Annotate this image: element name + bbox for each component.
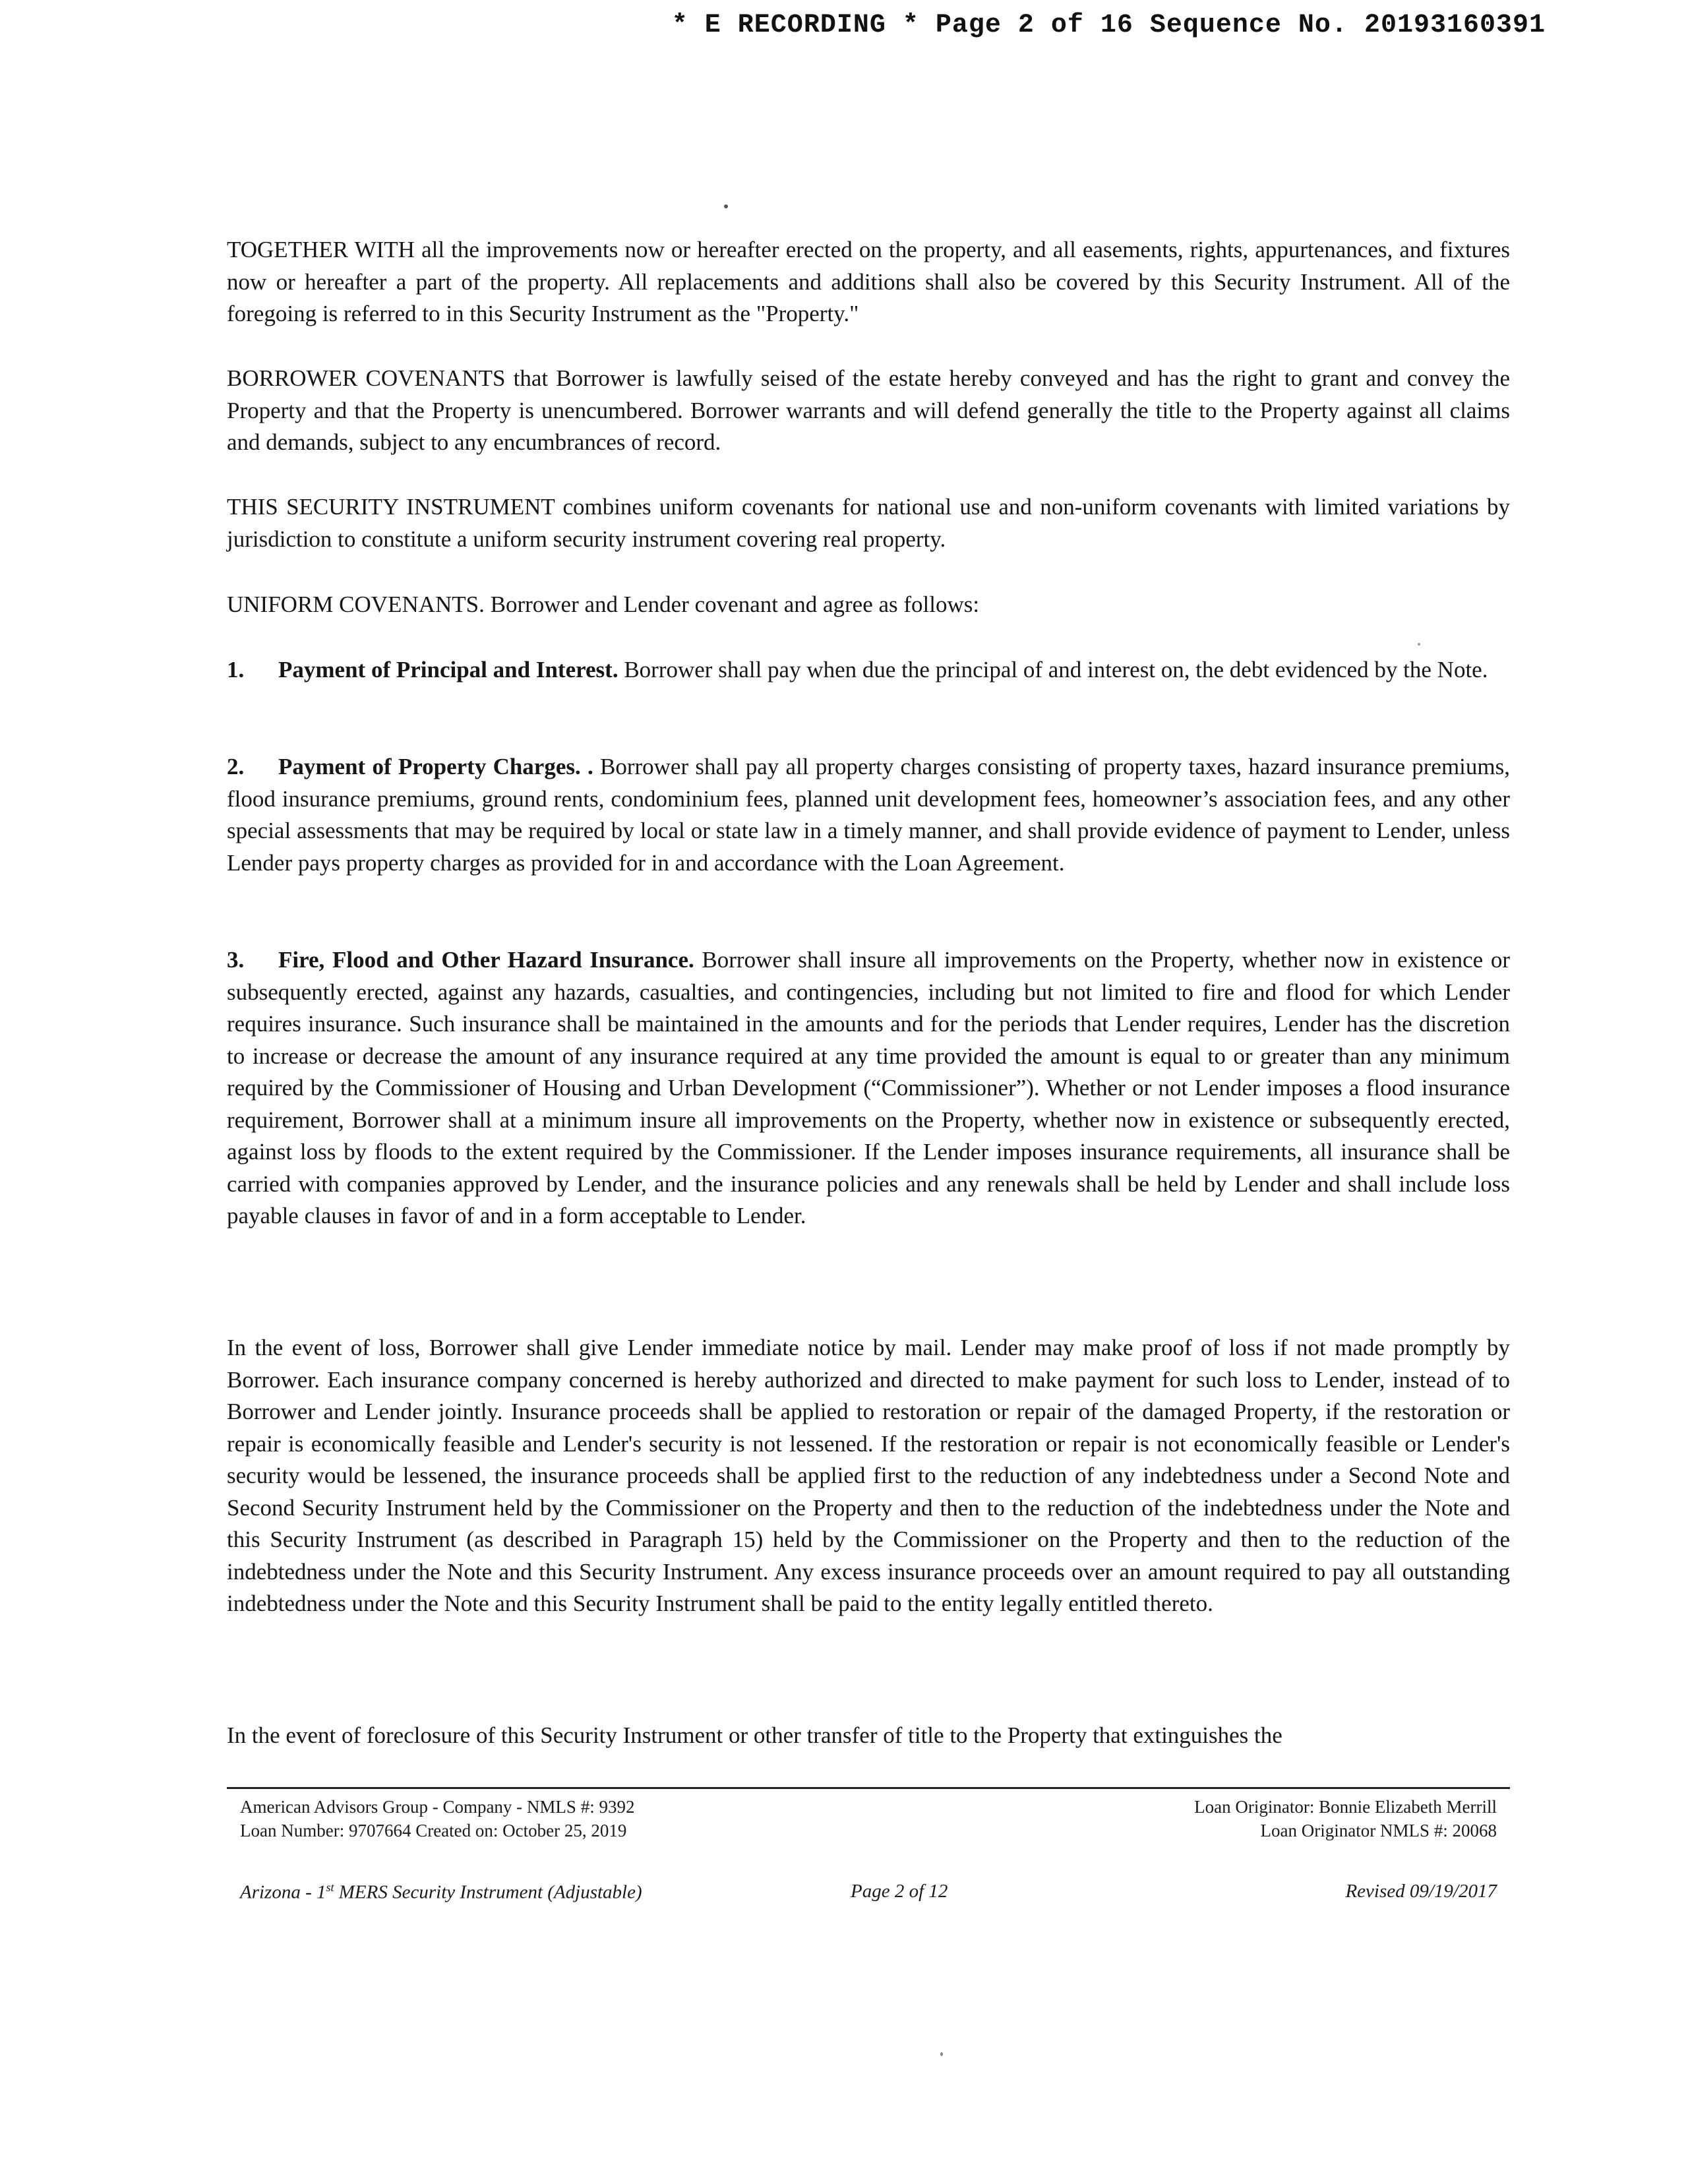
paragraph-event-of-loss: In the event of loss, Borrower shall give Lender immediate notice by mail. Lender may make proof of loss if not made promptly by Borrower. Each insurance company concerned is hereby authorized and directed to make payment for such loss to Lender, instead of to Borrower and Lender jointly. Insurance proceeds shall be applied to restoration or repair of the damaged Property, if the restoration or repair is economically feasible and Lender's security is not lessened. If the restoration or repair is not economically feasible or Lender's security would be lessened, the insurance proceeds shall be applied first to the reduction of any indebtedness under a Second Note and Second Security Instrument held by the Commissioner on the Property and then to the reduction of the indebtedness under the Note and this Security Instrument (as described in Paragraph 15) held by the Commissioner on the Property and then to the reduction of the indebtedness under the Note and this Security Instrument. Any excess insurance proceeds over an amount required to pay all outstanding indebtedness under the Note and this Security Instrument shall be paid to the entity legally entitled thereto. [227, 1335, 1510, 1616]
paragraph-together-with: TOGETHER WITH all the improvements now or hereafter erected on the property, and all easements, rights, appurtenances, and fixtures now or hereafter a part of the property. All replacements and additions shall also be covered by this Security Instrument. All of the foregoing is referred to in this Security Instrument as the "Property." [227, 237, 1510, 326]
footer-page-number: Page 2 of 12 [851, 1881, 948, 1902]
section-2-heading: Payment of Property Charges. . [278, 754, 593, 779]
paragraph-security-instrument: THIS SECURITY INSTRUMENT combines uniform covenants for national use and non-uniform covenants with limited variations by jurisdiction to constitute a uniform security instrument covering real property. [227, 494, 1510, 552]
scan-speck [1418, 643, 1420, 646]
footer-form-name-post: MERS Security Instrument (Adjustable) [334, 1881, 642, 1903]
section-2-number: 2. [227, 754, 245, 779]
scan-speck [724, 204, 728, 208]
paragraph-uniform-covenants: UNIFORM COVENANTS. Borrower and Lender covenant and agree as follows: [227, 592, 980, 617]
footer-form-name [240, 1881, 642, 1904]
section-1-number: 1. [227, 657, 245, 682]
section-2-body: Borrower shall pay all property charges consisting of property taxes, hazard insurance premiums, flood insurance premiums, ground rents, condominium fees, planned unit development fees, homeowner’s association fees, and any other special assessments that may be required by local or state law in a timely manner, and shall provide evidence of payment to Lender, unless Lender pays property charges as provided for in and accordance with the Loan Agreement. [227, 754, 1510, 876]
footer-originator: Loan Originator: Bonnie Elizabeth Merrill [1194, 1797, 1497, 1817]
section-3-body: Borrower shall insure all improvements on the Property, whether now in existence or subsequently erected, against any hazards, casualties, and contingencies, including but not limited to fire and flood for which Lender requires insurance. Such insurance shall be maintained in the amounts and for the periods that Lender requires, Lender has the discretion to increase or decrease the amount of any insurance required at any time provided the amount is equal to or greater than any minimum required by the Commissioner of Housing and Urban Development (“Commissioner”). Whether or not Lender imposes a flood insurance requirement, Borrower shall at a minimum insure all improvements on the Property, whether now in existence or subsequently erected, against loss by floods to the extent required by the Commissioner. If the Lender imposes insurance requirements, all insurance shall be carried with companies approved by Lender, and the insurance policies and any renewals shall be held by Lender and shall include loss payable clauses in favor of and in a form acceptable to Lender. [227, 947, 1510, 1228]
footer-loan-number: Loan Number: 9707664 Created on: October 25, 2019 [240, 1821, 627, 1840]
section-2 [227, 751, 1510, 879]
recording-stamp: * E RECORDING * Page 2 of 16 Sequence No. 20193160391 [671, 11, 1546, 40]
section-1 [227, 654, 1510, 686]
paragraph-borrower-covenants: BORROWER COVENANTS that Borrower is lawfully seised of the estate hereby conveyed and has the right to grant and convey the Property and that the Property is unencumbered. Borrower warrants and will defend generally the title to the Property against all claims and demands, subject to any encumbrances of record. [227, 365, 1510, 455]
section-3-heading: Fire, Flood and Other Hazard Insurance. [278, 947, 694, 973]
scan-speck [940, 2052, 943, 2056]
section-1-body: Borrower shall pay when due the principal of and interest on, the debt evidenced by the Note. [618, 657, 1488, 682]
footer-revised-date: Revised 09/19/2017 [1345, 1881, 1497, 1902]
paragraph-event-of-foreclosure: In the event of foreclosure of this Security Instrument or other transfer of title to the Property that extinguishes the [227, 1722, 1282, 1748]
footer-company: American Advisors Group - Company - NMLS #: 9392 [240, 1797, 635, 1817]
footer-originator-nmls: Loan Originator NMLS #: 20068 [1260, 1821, 1497, 1840]
footer-form-name-pre: Arizona - 1 [240, 1881, 326, 1903]
section-3 [227, 944, 1510, 1232]
footer-divider [227, 1787, 1510, 1789]
section-1-heading: Payment of Principal and Interest. [278, 657, 618, 682]
footer-form-name-sup: st [326, 1881, 334, 1894]
section-3-number: 3. [227, 947, 245, 973]
